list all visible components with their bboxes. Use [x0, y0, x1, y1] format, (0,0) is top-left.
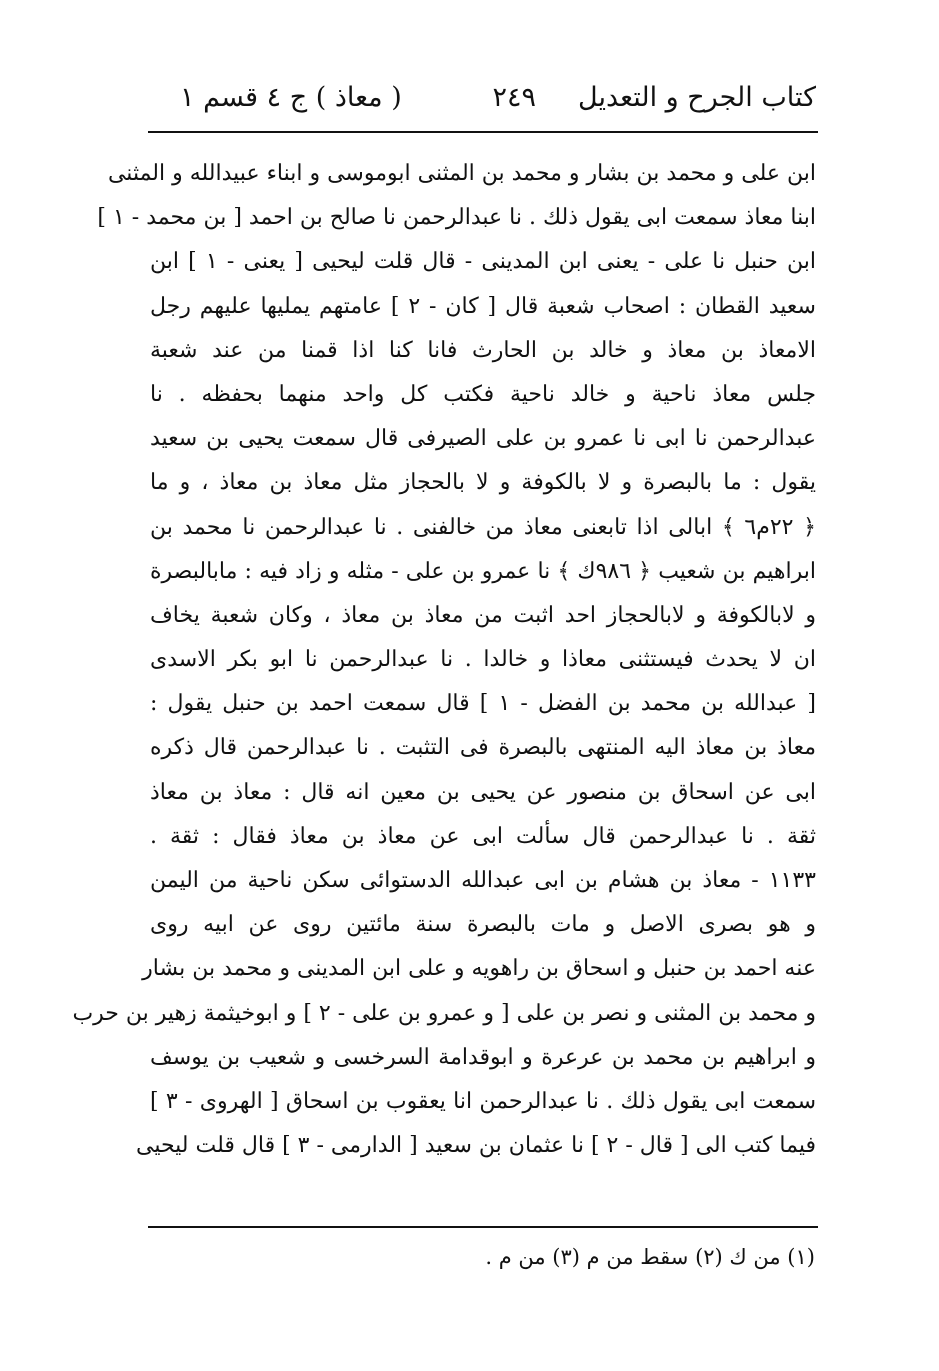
text-line: و هو بصرى الاصل و مات بالبصرة سنة مائتين روى عن ابيه روى [150, 912, 816, 938]
text-line: جلس معاذ ناحية و خالد ناحية فكتب كل واحد منهما بحفظه . نا [150, 381, 816, 407]
text-line: [ عبدالله بن محمد بن الفضل - ١ ] قال سمعت احمد بن حنبل يقول : [150, 691, 816, 717]
text-line: الامعاذ بن معاذ و خالد بن الحارث فانا كنا اذا قمنا من عند شعبة [150, 337, 816, 363]
text-line: يقول : ما بالبصرة و لا بالكوفة و لا بالحجاز مثل معاذ بن معاذ ، و ما [150, 470, 816, 496]
header-rule [148, 131, 818, 133]
text-line: سمعت ابى يقول ذلك . نا عبدالرحمن انا يعقوب بن اسحاق [ الهروى - ٣ ] [150, 1088, 817, 1114]
body-text [72, 152, 817, 1168]
text-line: و محمد بن المثنى و نصر بن على [ و عمرو بن على - ٢ ] و ابوخيثمة زهير بن حرب [72, 1000, 816, 1026]
page-number: ٢٤٩ [492, 82, 536, 113]
footnote: (١) من ك (٢) سقط من م (٣) من م . [485, 1245, 815, 1269]
page-header [150, 82, 816, 126]
footnote-rule [148, 1226, 818, 1228]
entry-heading-line: ١١٣٣ - معاذ بن هشام بن ابى عبدالله الدستوائى سكن ناحية من اليمن [150, 868, 816, 893]
text-line: سعيد القطان : اصحاب شعبة قال [ كان - ٢ ] عامتهم يمليها عليهم رجل [150, 293, 816, 319]
section-label: ( معاذ ) ج ٤ قسم ١ [180, 82, 402, 113]
book-title: كتاب الجرح و التعديل [578, 82, 816, 113]
text-line: ابراهيم بن شعيب ﴿ ٩٨٦ك ﴾ نا عمرو بن على - مثله و زاد فيه : مابالبصرة [150, 558, 816, 584]
text-line: فيما كتب الى [ قال - ٢ ] نا عثمان بن سعيد [ الدارمى - ٣ ] قال قلت ليحيى [135, 1133, 816, 1159]
text-line: عبدالرحمن نا ابى نا عمرو بن على الصيرفى قال سمعت يحيى بن سعيد [150, 426, 816, 452]
text-line: ان لا يحدث فيستثنى معاذا و خالدا . نا عبدالرحمن نا ابو بكر الاسدى [150, 647, 816, 673]
text-line: ابن حنبل نا على - يعنى ابن المدينى - قال قلت ليحيى [ يعنى - ١ ] ابن [150, 249, 816, 275]
text-line: ابن على و محمد بن بشار و محمد بن المثنى ابوموسى و ابناء عبيدالله و المثنى [107, 161, 816, 186]
text-line: ﴿ ٢٢م٦ ﴾ ابالى اذا تابعنى معاذ من خالفنى . نا عبدالرحمن نا محمد بن [150, 514, 816, 540]
text-line: ثقة . نا عبدالرحمن قال سألت ابى عن معاذ بن معاذ فقال : ثقة . [150, 823, 816, 849]
text-line: و لابالكوفة و لابالحجاز احد اثبت من معاذ بن معاذ ، وكان شعبة يخاف [150, 602, 816, 628]
text-line: و ابراهيم بن محمد بن عرعرة و ابوقدامة السرخسى و شعيب بن يوسف [150, 1044, 816, 1070]
text-line: ابى عن اسحاق بن منصور عن يحيى بن معين انه قال : معاذ بن معاذ [150, 779, 816, 805]
text-line: عنه احمد بن حنبل و اسحاق بن راهويه و على ابن المدينى و محمد بن بشار [142, 956, 816, 982]
text-line: ابنا معاذ سمعت ابى يقول ذلك . نا عبدالرحمن نا صالح بن احمد [ بن محمد - ١ ] [97, 205, 816, 231]
text-line: معاذ بن معاذ اليه المنتهى بالبصرة فى التثبت . نا عبدالرحمن قال ذكره [150, 735, 816, 761]
